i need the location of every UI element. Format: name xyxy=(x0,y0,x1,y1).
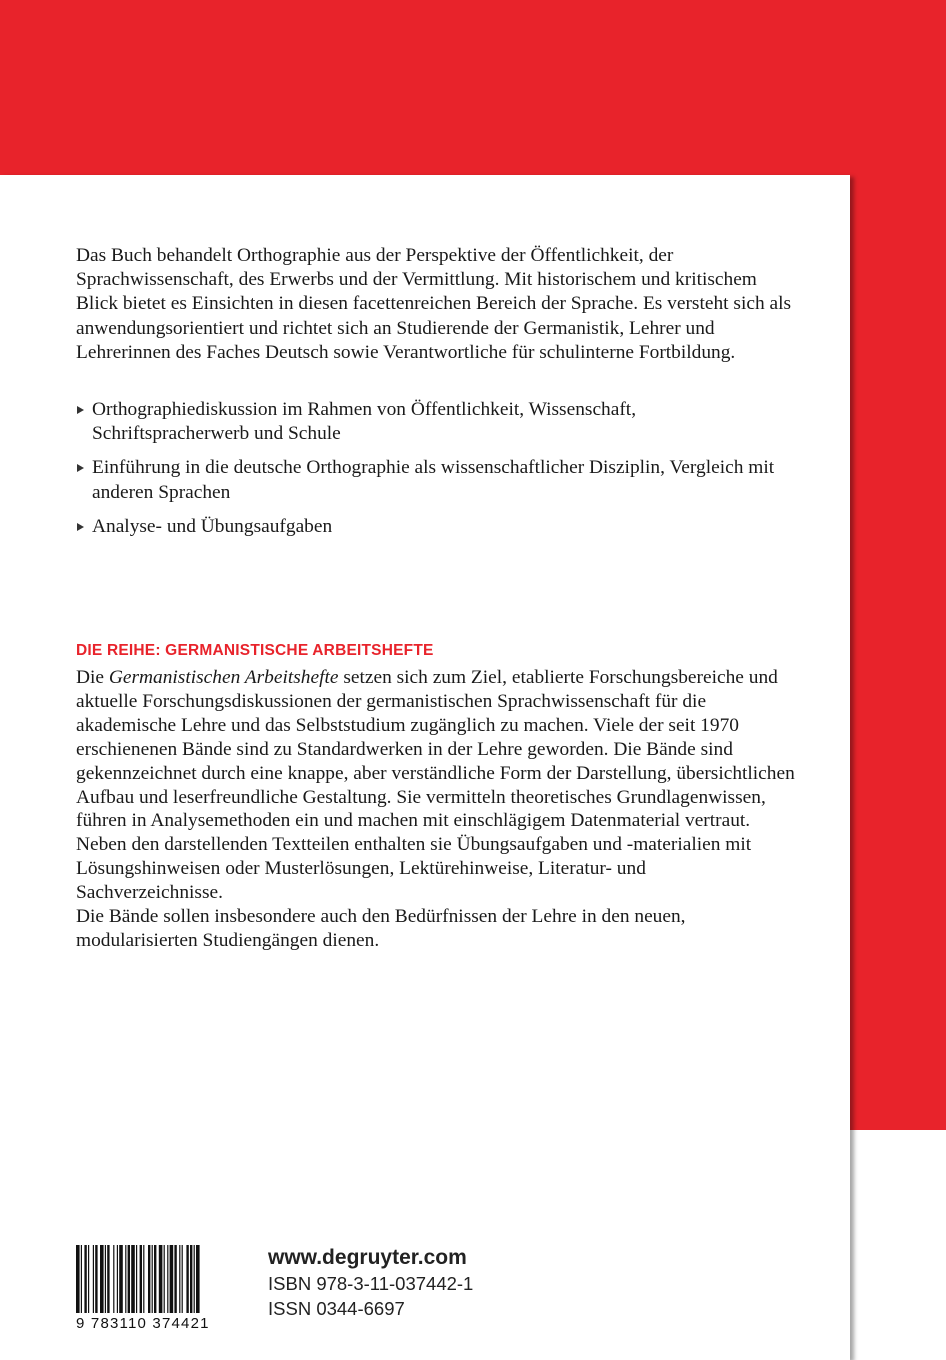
list-item xyxy=(76,456,796,504)
triangle-bullet-icon xyxy=(77,523,84,531)
triangle-bullet-icon xyxy=(77,406,84,414)
barcode-bar xyxy=(95,1245,97,1313)
barcode-bar xyxy=(100,1245,104,1313)
publisher-url[interactable]: www.degruyter.com xyxy=(268,1246,467,1269)
barcode-bar xyxy=(105,1245,106,1313)
series-lead: Die xyxy=(76,667,109,688)
isbn-number: ISBN 978-3-11-037442-1 xyxy=(268,1273,474,1294)
list-item-text: Einführung in die deutsche Orthographie als wissenschaftlicher Disziplin, Vergleich mit anderen Sprachen xyxy=(92,457,775,503)
feature-list xyxy=(76,398,796,549)
series-heading: DIE REIHE: GERMANISTISCHE ARBEITSHEFTE xyxy=(76,642,434,659)
barcode-bar xyxy=(117,1245,118,1313)
barcode-bar xyxy=(159,1245,163,1313)
barcode-digits: 9 783110 374421 xyxy=(76,1315,210,1332)
barcode-bar xyxy=(119,1245,123,1313)
series-body-closing: Die Bände sollen insbesondere auch den Bedürfnissen der Lehre in den neuen, modularisierten Studiengängen dienen. xyxy=(76,906,686,951)
barcode-bar xyxy=(136,1245,137,1313)
barcode-bar xyxy=(76,1245,80,1313)
barcode-bar xyxy=(194,1245,195,1313)
barcode-bar xyxy=(186,1245,188,1313)
barcode-bar xyxy=(179,1245,180,1313)
list-item xyxy=(76,398,796,446)
triangle-bullet-icon xyxy=(77,464,84,472)
barcode-bar xyxy=(152,1245,153,1313)
barcode-bar xyxy=(170,1245,174,1313)
barcode-bar xyxy=(81,1245,82,1313)
barcode-bar xyxy=(128,1245,130,1313)
barcode-bar xyxy=(125,1245,126,1313)
isbn-barcode xyxy=(76,1245,236,1335)
barcode-bar xyxy=(131,1245,135,1313)
list-item-text: Analyse- und Übungsaufgaben xyxy=(92,515,333,537)
list-item-text: Orthographiediskussion im Rahmen von Öffentlichkeit, Wissenschaft, Schriftspracherwerb und Schule xyxy=(92,399,637,445)
barcode-bar xyxy=(182,1245,183,1313)
intro-paragraph: Das Buch behandelt Orthographie aus der Perspektive der Öffentlichkeit, der Sprachwissenschaft, des Erwerbs und der Vermittlung. Mit historischem und kritischem Blick bietet es Einsichten in diesen facettenreichen Bereich der Sprache. Es versteht sich als anwendungsorientiert und richtet sich an Studierende der Germanistik, Lehrer und Lehrerinnen des Faches Deutsch sowie Verantwortliche für schulinterne Fortbildung. xyxy=(76,245,792,363)
barcode-bar xyxy=(167,1245,168,1313)
barcode-bar xyxy=(88,1245,89,1313)
barcode-icon xyxy=(76,1245,236,1313)
barcode-bar xyxy=(164,1245,165,1313)
barcode-bar xyxy=(148,1245,150,1313)
series-description xyxy=(76,666,796,953)
issn-number: ISSN 0344-6697 xyxy=(268,1298,405,1319)
barcode-bar xyxy=(107,1245,109,1313)
barcode-bar xyxy=(143,1245,144,1313)
barcode-bar xyxy=(190,1245,192,1313)
series-title: Germanistischen Arbeitshefte xyxy=(108,667,339,688)
barcode-bar xyxy=(84,1245,86,1313)
barcode-bar xyxy=(174,1245,176,1313)
publisher-info xyxy=(268,1245,473,1321)
series-body: setzen sich zum Ziel, etablierte Forschungsbereiche und aktuelle Forschungsdiskussionen der germanistischen Sprachwissenschaft für die akademische Lehre und das Selbststudium zugänglich zu machen. Viele der seit 1970 erschienenen Bände sind zu Standardwerken in der Lehre geworden. Die Bände sind gekennzeichnet durch eine knappe, aber verständliche Form der Darstellung, übersichtlichen Aufbau und leserfreundliche Gestaltung. Sie vermitteln theoretisches Grundlagenwissen, führen in Analysemethoden ein und machen mit einschlägigem Datenmaterial vertraut. Neben den darstellenden Textteilen enthalten sie Übungsaufgaben und -materialien mit Lösungshinweisen oder Musterlösungen, Lektürehinweise, Literatur- und Sachverzeichnisse. xyxy=(76,667,795,904)
barcode-bar xyxy=(140,1245,142,1313)
barcode-bar xyxy=(113,1245,114,1313)
barcode-bar xyxy=(93,1245,94,1313)
barcode-bar xyxy=(154,1245,156,1313)
barcode-bar xyxy=(196,1245,200,1313)
list-item xyxy=(76,515,796,539)
